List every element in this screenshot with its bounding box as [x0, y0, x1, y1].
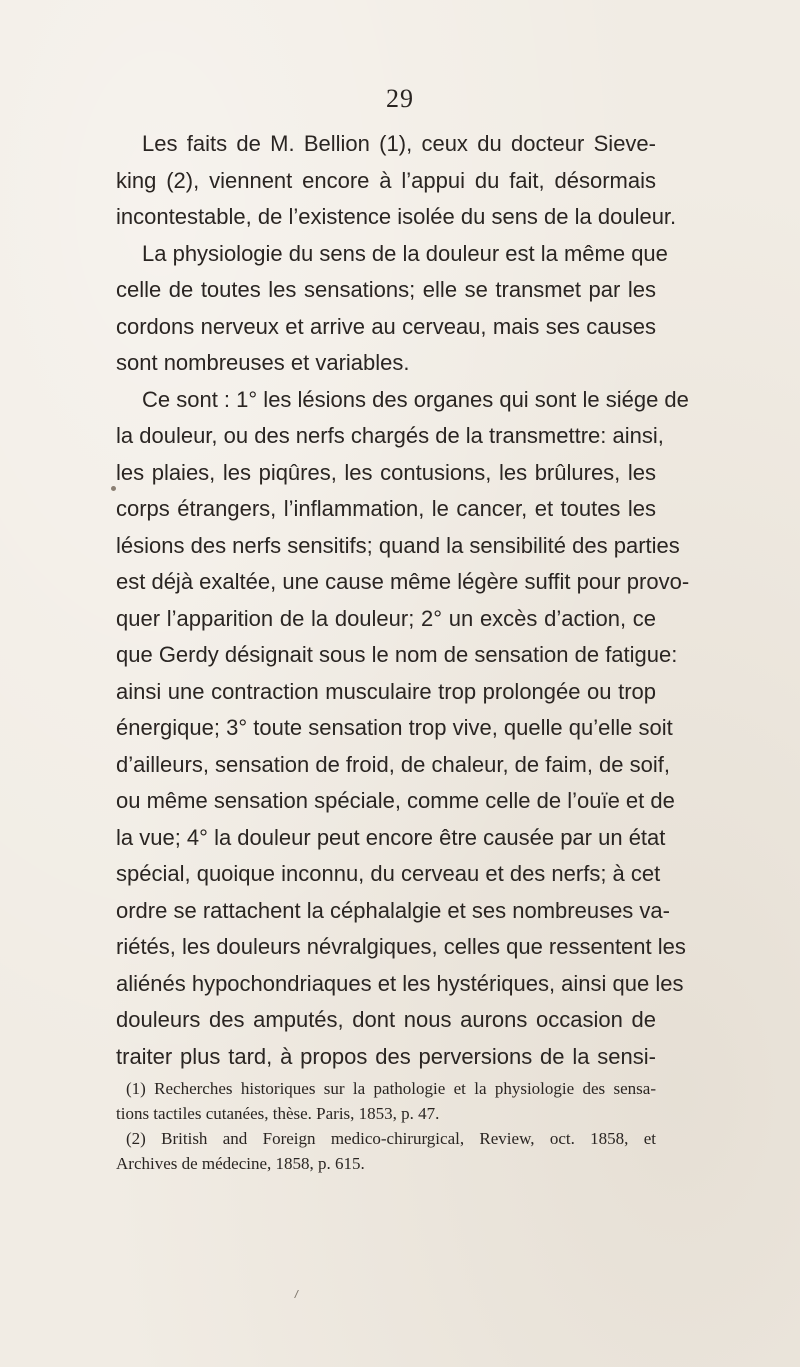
footnote-2-line: Archives de médecine, 1858, p. 615.	[116, 1154, 365, 1173]
text-line: quer l’apparition de la douleur; 2° un excès d’action, ce	[116, 605, 656, 631]
text-line: ordre se rattachent la céphalalgie et ses nombreuses va-	[116, 897, 670, 923]
text-line: ainsi une contraction musculaire trop prolongée ou trop	[116, 678, 656, 704]
footnote-1-line: tions tactiles cutanées, thèse. Paris, 1853, p. 47.	[116, 1104, 440, 1123]
footnotes	[116, 1076, 656, 1176]
text-line: cordons nerveux et arrive au cerveau, mais ses causes	[116, 313, 656, 339]
text-line: d’ailleurs, sensation de froid, de chaleur, de faim, de soif,	[116, 751, 670, 777]
text-line: celle de toutes les sensations; elle se transmet par les	[116, 277, 656, 302]
text-line: traiter plus tard, à propos des perversions de la sensi-	[116, 1043, 656, 1069]
text-line: est déjà exaltée, une cause même légère suffit pour provo-	[116, 569, 690, 594]
footnote-2-line: (2) British and Foreign medico-chirurgical, Review, oct. 1858, et	[126, 1129, 656, 1148]
text-line: Ce sont : 1° les lésions des organes qui sont le siége de	[142, 386, 689, 412]
text-line: corps étrangers, l’inflammation, le cancer, et toutes les	[116, 496, 656, 521]
text-line: king (2), viennent encore à l’appui du fait, désormais	[116, 167, 656, 193]
text-line: La physiologie du sens de la douleur est la même que	[142, 240, 668, 266]
text-line: spécial, quoique inconnu, du cerveau et des nerfs; à cet	[116, 861, 661, 886]
pencil-mark	[294, 1290, 305, 1298]
text-line: douleurs des amputés, dont nous aurons occasion de	[116, 1007, 656, 1032]
footnote-1-line: (1) Recherches historiques sur la pathologie et la physiologie des sensa-	[126, 1079, 656, 1098]
text-line: les plaies, les piqûres, les contusions, les brûlures, les	[116, 459, 656, 485]
text-line: ou même sensation spéciale, comme celle de l’ouïe et de	[116, 788, 675, 813]
body-text	[116, 126, 690, 1075]
text-line: aliénés hypochondriaques et les hystériques, ainsi que les	[116, 970, 684, 996]
page-number: 29	[386, 84, 414, 113]
text-line: Les faits de M. Bellion (1), ceux du docteur Sieve-	[142, 131, 656, 156]
text-line: que Gerdy désignait sous le nom de sensation de fatigue:	[116, 642, 678, 667]
text-line: lésions des nerfs sensitifs; quand la sensibilité des parties	[116, 532, 680, 558]
text-line: la vue; 4° la douleur peut encore être causée par un état	[116, 824, 666, 850]
text-line: sont nombreuses et variables.	[116, 350, 410, 375]
text-line: riétés, les douleurs névralgiques, celles que ressentent les	[116, 934, 686, 959]
text-line: énergique; 3° toute sensation trop vive, quelle qu’elle soit	[116, 715, 673, 740]
text-line: incontestable, de l’existence isolée du sens de la douleur.	[116, 204, 677, 229]
text-line: la douleur, ou des nerfs chargés de la transmettre: ainsi,	[116, 423, 664, 448]
